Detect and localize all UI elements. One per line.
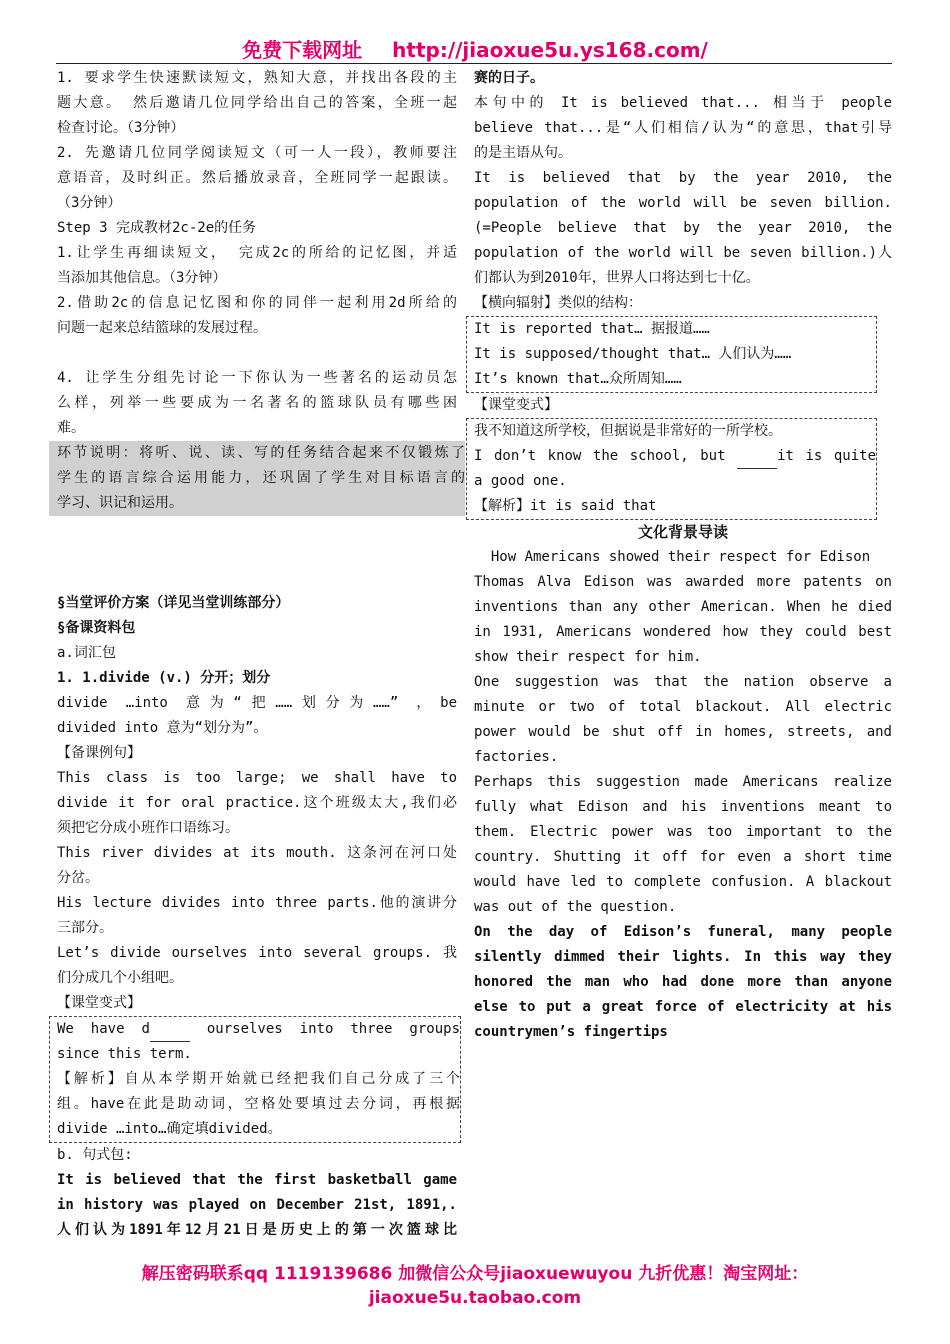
culture-line: fully what Edison and his inventions meant to <box>474 799 892 815</box>
example-line: 三部分。 <box>57 920 113 936</box>
text-line: （3分钟） <box>57 195 122 211</box>
culture-line: them. Electric power was too important to the <box>474 824 892 840</box>
step-heading: Step 3 完成教材2c-2e的任务 <box>57 220 257 236</box>
text-line: 2.借助2c的信息记忆图和你的同伴一起利用2d所给的 <box>57 295 457 311</box>
culture-title: 文化背景导读 <box>637 523 728 541</box>
text-line: 1.让学生再细读短文， 完成2c的所给的记忆图，并适 <box>57 245 457 261</box>
text-line: divide …into 意为“把……划分为……” ，be <box>57 695 457 711</box>
text-line: 4. 让学生分组先讨论一下你认为一些著名的运动员怎 <box>57 370 457 386</box>
practice-question: since this term. <box>57 1046 192 1062</box>
practice-box <box>466 418 877 520</box>
radiate-line: It is reported that… 据报道…… <box>474 321 710 337</box>
text-line: 问题一起来总结篮球的发展过程。 <box>57 320 267 336</box>
example-line: divide it for oral practice.这个班级太大,我们必 <box>57 795 457 811</box>
practice-heading: 【课堂变式】 <box>474 397 558 413</box>
radiate-line: It’s known that…众所周知…… <box>474 371 682 387</box>
footer-contact: 解压密码联系qq 1119139686 加微信公众号jiaoxuewuyou 九折优惠！淘宝网址： <box>141 1264 809 1284</box>
example-line: This class is too large; we shall have to <box>57 770 457 786</box>
text-line: 2. 先邀请几位同学阅读短文（可一人一段），教师要注 <box>57 145 457 161</box>
text-line: 难。 <box>57 420 85 436</box>
note-line: 学生的语言综合运用能力，还巩固了学生对目标语言的 <box>57 470 465 486</box>
section-heading-pack: §备课资料包 <box>57 620 136 636</box>
right-column <box>474 66 892 1045</box>
text-line: 检查讨论。（3分钟） <box>57 120 185 136</box>
culture-line: would have led to complete confusion. A blackout <box>474 874 892 890</box>
culture-line: Perhaps this suggestion made Americans realize <box>474 774 892 790</box>
example-line: 们分成几个小组吧。 <box>57 970 183 986</box>
practice-question: 我不知道这所学校，但据说是非常好的一所学校。 <box>474 423 782 439</box>
footer-shop-link[interactable]: jiaoxue5u.taobao.com <box>368 1288 582 1308</box>
practice-answer: 组。have在此是助动词，空格处要填过去分词，再根据 <box>57 1096 460 1112</box>
sentence-line: 人们认为1891年12月21日是历史上的第一次篮球比 <box>57 1222 457 1238</box>
culture-line: How Americans showed their respect for Edison <box>474 549 871 565</box>
sentence-line: in history was played on December 21st, 1891,. <box>57 1197 457 1213</box>
culture-bold-line: honored the man who had done more than anyone <box>474 974 892 990</box>
header-label: 免费下载网址 <box>242 38 363 62</box>
note-line: 学习、识记和运用。 <box>57 495 183 511</box>
text-line: 1. 要求学生快速默读短文，熟知大意，并找出各段的主 <box>57 70 457 86</box>
culture-line: Thomas Alva Edison was awarded more patents on <box>474 574 892 590</box>
practice-answer: divide …into…确定填divided。 <box>57 1121 282 1137</box>
culture-line: country. Shutting it off for even a short time <box>474 849 892 865</box>
example-line: Let’s divide ourselves into several groups. 我 <box>57 945 457 961</box>
note-line: 环节说明：将听、说、读、写的任务结合起来不仅锻炼了 <box>57 445 465 461</box>
example-line: 分岔。 <box>57 870 99 886</box>
culture-line: show their respect for him. <box>474 649 702 665</box>
culture-line: One suggestion was that the nation observe a <box>474 674 892 690</box>
culture-line: minute or two of total blackout. All electric <box>474 699 892 715</box>
radiate-box <box>466 316 877 393</box>
answer-blank <box>737 454 777 469</box>
example-line: 须把它分成小班作口语练习。 <box>57 820 239 836</box>
text-line: 题大意。 然后邀请几位同学给出自己的答案，全班一起 <box>57 95 457 111</box>
explain-line: believe that...是“人们相信/认为“的意思，that引导 <box>474 120 892 136</box>
culture-line: power would be shut off in homes, streets, and <box>474 724 892 740</box>
text-line: 意语音，及时纠正。然后播放录音，全班同学一起跟读。 <box>57 170 457 186</box>
explain-line: 们都认为到2010年，世界人口将达到七十亿。 <box>474 270 760 286</box>
sentence-continuation: 赛的日子。 <box>474 70 544 86</box>
sentence-line: It is believed that the first basketball game <box>57 1172 457 1188</box>
culture-line: was out of the question. <box>474 899 677 915</box>
practice-heading: 【课堂变式】 <box>57 995 141 1011</box>
explain-line: (=People believe that by the year 2010, the <box>474 220 892 236</box>
practice-answer: 【解析】it is said that <box>474 498 657 514</box>
answer-blank <box>150 1027 190 1042</box>
explain-line: population of the world will be seven billion.)人 <box>474 245 892 261</box>
example-line: His lecture divides into three parts.他的演讲分 <box>57 895 457 911</box>
radiate-heading: 【横向辐射】类似的结构： <box>474 295 642 311</box>
culture-line: factories. <box>474 749 559 765</box>
example-heading: 【备课例句】 <box>57 745 141 761</box>
text-line: divided into 意为“划分为”。 <box>57 720 268 736</box>
culture-bold-line: On the day of Edison’s funeral, many people <box>474 924 892 940</box>
example-line: This river divides at its mouth. 这条河在河口处 <box>57 845 457 861</box>
practice-answer: 【解析】自从本学期开始就已经把我们自己分成了三个 <box>57 1071 460 1087</box>
culture-bold-line: else to put a great force of electricity at his <box>474 999 892 1015</box>
explain-line: population of the world will be seven billion. <box>474 195 892 211</box>
explain-line: 的是主语从句。 <box>474 145 572 161</box>
explain-line: It is believed that by the year 2010, the <box>474 170 892 186</box>
culture-bold-line: countrymen’s fingertips <box>474 1024 668 1040</box>
practice-box <box>49 1016 461 1143</box>
sentence-heading: b. 句式包: <box>57 1147 133 1163</box>
practice-question: We have d ourselves into three groups <box>57 1017 460 1042</box>
page-header <box>0 34 950 63</box>
culture-bold-line: silently dimmed their lights. In this way they <box>474 949 892 965</box>
text-line: 么样，列举一些要成为一名著名的篮球队员有哪些困 <box>57 395 457 411</box>
page-footer <box>0 1262 950 1310</box>
culture-line: inventions than any other American. When he died <box>474 599 892 615</box>
explain-line: 本句中的 It is believed that... 相当于 people <box>474 95 892 111</box>
note-box <box>49 441 465 516</box>
header-rule <box>56 63 892 64</box>
vocab-heading: a.词汇包 <box>57 645 116 661</box>
left-column <box>57 66 465 1243</box>
practice-question: I don’t know the school, but it is quite <box>474 444 876 469</box>
text-line: 当添加其他信息。（3分钟） <box>57 270 227 286</box>
radiate-line: It is supposed/thought that… 人们认为…… <box>474 346 792 362</box>
culture-line: in 1931, Americans wondered how they could best <box>474 624 892 640</box>
section-heading-eval: §当堂评价方案（详见当堂训练部分） <box>57 595 290 611</box>
word-heading: 1. 1.divide (v.) 分开；划分 <box>57 670 271 686</box>
practice-question: a good one. <box>474 473 567 489</box>
header-url-link[interactable]: http://jiaoxue5u.ys168.com/ <box>392 38 708 62</box>
